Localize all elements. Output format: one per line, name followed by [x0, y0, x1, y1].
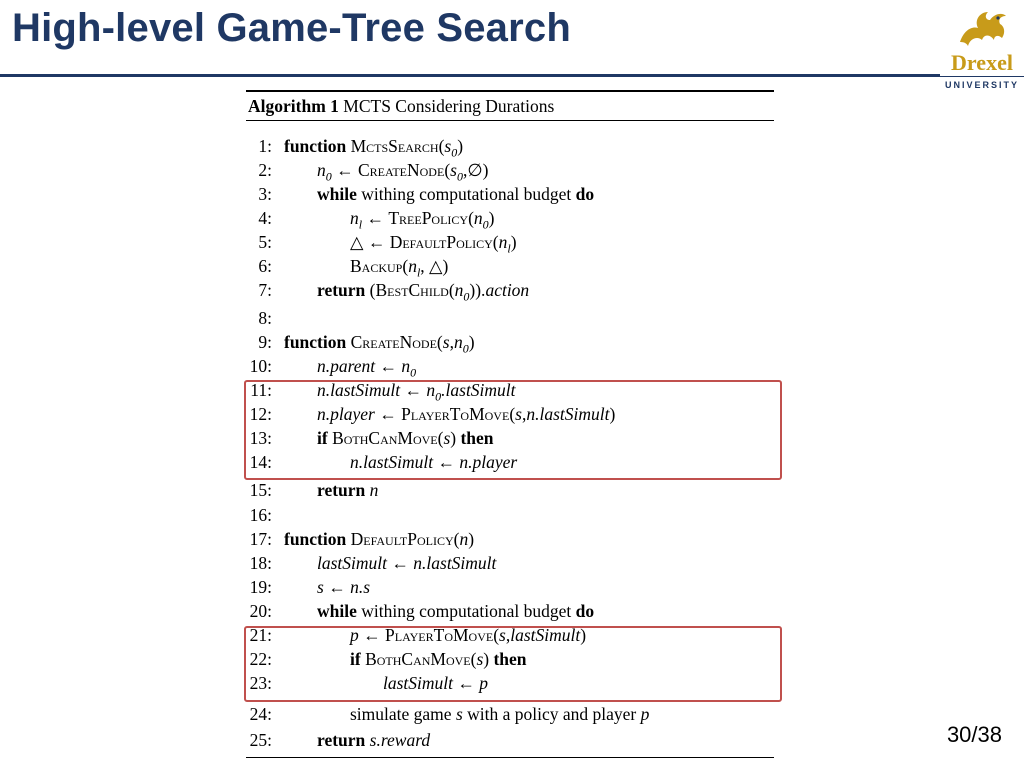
line-number: 25:: [249, 730, 272, 750]
code-token: (: [470, 649, 477, 669]
code-token: , △): [420, 256, 449, 276]
code-token: BothCanMove: [365, 649, 471, 669]
line-number: 16:: [249, 505, 272, 525]
code-token: then: [460, 428, 494, 448]
code-token: ): [488, 208, 495, 228]
line-number: 7:: [258, 280, 272, 300]
code-token: .lastSimult: [441, 380, 516, 400]
code-token: (: [365, 280, 376, 300]
algorithm-line: [246, 182, 774, 206]
code-token: DefaultPolicy: [389, 232, 493, 252]
algorithm-line: [246, 158, 774, 182]
line-number: 10:: [249, 356, 272, 376]
code-token: 0: [451, 145, 458, 160]
code-token: ): [609, 404, 616, 424]
code-token: (: [437, 428, 444, 448]
line-number: 23:: [249, 673, 272, 693]
code-token: with a policy and player: [462, 704, 641, 724]
code-token: 0: [482, 217, 489, 232]
line-number: 18:: [249, 553, 272, 573]
code-token: (: [453, 529, 460, 549]
code-token: function: [284, 332, 347, 352]
code-token: return: [317, 730, 366, 750]
code-token: △ ←: [350, 232, 390, 252]
algorithm-line: [246, 278, 774, 302]
code-token: s.reward: [369, 730, 431, 750]
code-token: (: [402, 256, 409, 276]
code-token: 0: [435, 389, 442, 404]
code-token: DefaultPolicy: [350, 529, 454, 549]
code-token: lastSimult: [317, 553, 388, 573]
algorithm-caption: MCTS Considering Durations: [343, 96, 555, 116]
line-number: 3:: [258, 184, 272, 204]
line-number: 14:: [249, 452, 272, 472]
code-token: then: [493, 649, 527, 669]
code-token: s: [443, 428, 451, 448]
code-token: 0: [462, 341, 469, 356]
code-token: s: [455, 704, 463, 724]
code-token: (: [436, 332, 443, 352]
code-token: BothCanMove: [332, 428, 438, 448]
code-token: TreePolicy: [388, 208, 469, 228]
code-token: PlayerToMove: [401, 404, 510, 424]
code-token: (: [509, 404, 516, 424]
line-number: 8:: [258, 308, 272, 328]
code-token: ←: [400, 380, 427, 400]
line-number: 22:: [249, 649, 272, 669]
line-number: 19:: [249, 577, 272, 597]
line-code: [317, 278, 529, 309]
code-token: n: [408, 256, 417, 276]
code-token: n: [459, 529, 469, 549]
code-token: ,: [521, 404, 527, 424]
code-token: BestChild: [375, 280, 449, 300]
line-number: 11:: [250, 380, 272, 400]
code-token: return: [317, 480, 366, 500]
code-token: n: [473, 208, 483, 228]
code-token: if: [317, 428, 328, 448]
code-token: n: [453, 332, 463, 352]
algorithm-line: [246, 527, 774, 551]
code-token: n.lastSimult: [413, 553, 497, 573]
code-token: ←: [323, 577, 351, 597]
code-token: CreateNode: [358, 160, 445, 180]
code-token: p: [350, 625, 359, 645]
code-token: while: [317, 601, 357, 621]
code-token: action: [485, 280, 530, 300]
page-number: 30/38: [946, 722, 1002, 747]
code-token: ): [483, 649, 494, 669]
code-token: ,: [505, 625, 511, 645]
line-code: [317, 478, 378, 502]
code-token: n: [401, 356, 411, 376]
code-token: 0: [410, 365, 417, 380]
line-number: 1:: [258, 136, 272, 156]
algorithm-label: Algorithm 1: [248, 96, 339, 116]
line-number: 4:: [258, 208, 272, 228]
line-number: 13:: [249, 428, 272, 448]
code-token: l: [358, 217, 363, 232]
line-number: 6:: [258, 256, 272, 276]
title-rule: [0, 74, 1024, 77]
code-token: ): [510, 232, 517, 252]
line-number: 12:: [249, 404, 272, 424]
line-code: [317, 599, 594, 623]
code-token: p: [640, 704, 650, 724]
code-token: ←: [331, 160, 358, 180]
algorithm-line: [246, 330, 774, 354]
code-token: n.parent: [317, 356, 376, 376]
logo-wordmark: Drexel: [951, 50, 1013, 75]
line-number: 24:: [249, 704, 272, 724]
code-token: ): [580, 625, 587, 645]
code-token: simulate game: [350, 704, 456, 724]
algorithm-line: [246, 230, 774, 254]
code-token: ←: [375, 356, 402, 376]
line-code: [317, 182, 594, 206]
code-token: s: [442, 332, 450, 352]
line-code: [317, 551, 496, 575]
code-token: if: [350, 649, 361, 669]
code-token: 0: [463, 289, 470, 304]
code-token: n.lastSimult: [317, 380, 401, 400]
line-code: [317, 575, 370, 599]
code-token: MctsSearch: [350, 136, 439, 156]
code-token: s: [499, 625, 506, 645]
highlight-box-createnode: [244, 380, 782, 480]
code-token: Backup: [350, 256, 403, 276]
code-token: n: [426, 380, 436, 400]
code-token: withing computational budget: [356, 184, 576, 204]
code-token: ←: [374, 404, 402, 424]
code-token: n: [454, 280, 464, 300]
code-token: lastSimult: [510, 625, 581, 645]
code-token: s: [476, 649, 484, 669]
code-token: s: [515, 404, 522, 424]
code-token: l: [416, 265, 421, 280]
algorithm-line: [246, 551, 774, 575]
code-token: p: [479, 673, 489, 693]
algorithm-line: [246, 702, 774, 726]
code-token: (: [492, 232, 499, 252]
line-number: 17:: [249, 529, 272, 549]
line-code: [317, 728, 430, 752]
code-token: s: [444, 136, 452, 156]
algorithm-bottom-rule: [246, 757, 774, 758]
drexel-logo: [940, 0, 1024, 76]
code-token: n.player: [459, 452, 518, 472]
code-token: function: [284, 136, 347, 156]
code-token: (: [438, 136, 445, 156]
code-token: (: [448, 280, 455, 300]
line-number: 9:: [258, 332, 272, 352]
code-token: ←: [453, 673, 480, 693]
code-token: l: [507, 241, 511, 256]
algorithm-line: [246, 478, 774, 502]
line-number: 21:: [249, 625, 272, 645]
code-token: n: [350, 208, 359, 228]
algorithm-header: [246, 92, 774, 121]
algorithm-line: [246, 306, 774, 330]
highlight-box-defaultpolicy: [244, 626, 782, 702]
code-token: n: [317, 160, 326, 180]
code-token: s: [317, 577, 324, 597]
code-token: PlayerToMove: [385, 625, 494, 645]
code-token: n.lastSimult: [526, 404, 610, 424]
algorithm-line: [246, 503, 774, 527]
line-code: [284, 527, 474, 551]
code-token: lastSimult: [383, 673, 454, 693]
code-token: ): [468, 332, 475, 352]
line-code: [350, 702, 649, 726]
line-number: 2:: [258, 160, 272, 180]
code-token: do: [575, 601, 595, 621]
dragon-icon: [954, 4, 1012, 52]
code-token: function: [284, 529, 347, 549]
logo-subtitle: UNIVERSITY: [944, 80, 1019, 90]
line-number: 15:: [249, 480, 272, 500]
code-token: n.s: [350, 577, 370, 597]
algorithm-line: [246, 206, 774, 230]
code-token: CreateNode: [350, 332, 437, 352]
code-token: n.lastSimult: [350, 452, 434, 472]
code-token: (: [468, 208, 474, 228]
code-token: ←: [358, 625, 385, 645]
line-number: 5:: [258, 232, 272, 252]
code-token: ): [468, 529, 475, 549]
code-token: 0: [325, 169, 332, 184]
algorithm-line: [246, 728, 774, 752]
algorithm-line: [246, 254, 774, 278]
code-token: ,: [449, 332, 454, 352]
code-token: n: [498, 232, 508, 252]
code-token: s: [450, 160, 457, 180]
algorithm-line: [246, 134, 774, 158]
code-token: ,∅): [462, 160, 489, 180]
code-token: (: [493, 625, 500, 645]
code-token: n.player: [317, 404, 375, 424]
code-token: ←: [387, 553, 414, 573]
code-token: ←: [362, 208, 389, 228]
code-token: 0: [456, 169, 463, 184]
code-token: withing computational budget: [356, 601, 576, 621]
code-token: ): [457, 136, 464, 156]
code-token: while: [317, 184, 357, 204]
slide-title: High-level Game-Tree Search: [12, 6, 571, 50]
code-token: ): [450, 428, 461, 448]
algorithm-box: [246, 90, 774, 750]
algorithm-line: [246, 599, 774, 623]
line-number: 20:: [249, 601, 272, 621]
code-token: )).: [469, 280, 486, 300]
code-token: n: [369, 480, 379, 500]
code-token: (: [444, 160, 451, 180]
code-token: ←: [433, 452, 460, 472]
code-token: return: [317, 280, 366, 300]
code-token: do: [575, 184, 595, 204]
algorithm-line: [246, 575, 774, 599]
algorithm-line: [246, 354, 774, 378]
